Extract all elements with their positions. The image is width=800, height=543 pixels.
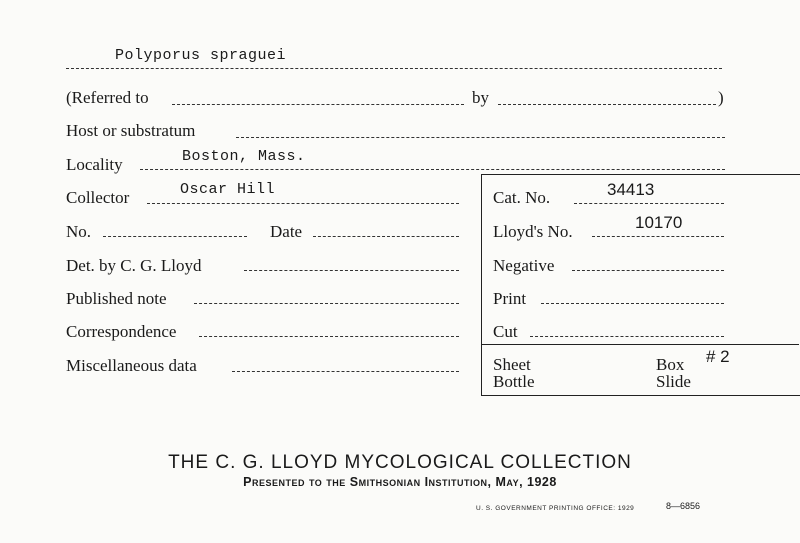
misc-line xyxy=(232,371,459,372)
collection-title: THE C. G. LLOYD MYCOLOGICAL COLLECTION xyxy=(168,452,632,473)
printing-office-note: U. S. GOVERNMENT PRINTING OFFICE: 1929 xyxy=(476,505,635,512)
correspondence-line xyxy=(199,336,459,337)
print-line xyxy=(541,303,724,304)
form-number: 8—6856 xyxy=(666,501,701,511)
lloyds-no-label: Lloyd's No. xyxy=(493,222,573,241)
close-paren: ) xyxy=(718,88,724,107)
cut-line xyxy=(530,336,724,337)
negative-line xyxy=(572,270,724,271)
print-label: Print xyxy=(493,289,527,308)
cut-label: Cut xyxy=(493,322,518,341)
date-line xyxy=(313,236,459,237)
date-label: Date xyxy=(270,222,303,241)
by-label: by xyxy=(472,88,489,107)
cat-no-line xyxy=(574,203,724,204)
collector-line xyxy=(147,203,459,204)
published-note-line xyxy=(194,303,459,304)
collector-label: Collector xyxy=(66,188,130,207)
specimen-name: Polyporus spraguei xyxy=(115,47,287,64)
locality-line xyxy=(140,169,725,170)
sheet-label: Sheet xyxy=(493,355,531,374)
specimen-name-line xyxy=(66,68,722,69)
no-line xyxy=(103,236,247,237)
lloyds-no-line xyxy=(592,236,724,237)
collector-value: Oscar Hill xyxy=(180,181,276,198)
misc-label: Miscellaneous data xyxy=(66,356,197,375)
cat-no-value: 34413 xyxy=(607,180,655,199)
det-by-label: Det. by C. G. Lloyd xyxy=(66,256,202,275)
det-by-line xyxy=(244,270,459,271)
referred-to-line xyxy=(172,104,464,105)
slide-label: Slide xyxy=(656,372,691,391)
host-line xyxy=(236,137,725,138)
correspondence-label: Correspondence xyxy=(66,322,177,341)
bottle-label: Bottle xyxy=(493,372,535,391)
referred-to-label: (Referred to xyxy=(66,88,149,107)
box-value: # 2 xyxy=(706,347,730,366)
locality-value: Boston, Mass. xyxy=(182,148,306,165)
cat-no-label: Cat. No. xyxy=(493,188,551,207)
negative-label: Negative xyxy=(493,256,555,275)
by-line xyxy=(498,104,716,105)
catalog-inner-rule xyxy=(482,344,799,345)
box-label: Box xyxy=(656,355,685,374)
collection-subtitle: Presented to the Smithsonian Institution, May, 1928 xyxy=(243,475,557,489)
host-label: Host or substratum xyxy=(66,121,196,140)
locality-label: Locality xyxy=(66,155,123,174)
published-note-label: Published note xyxy=(66,289,167,308)
no-label: No. xyxy=(66,222,92,241)
lloyds-no-value: 10170 xyxy=(635,213,683,232)
